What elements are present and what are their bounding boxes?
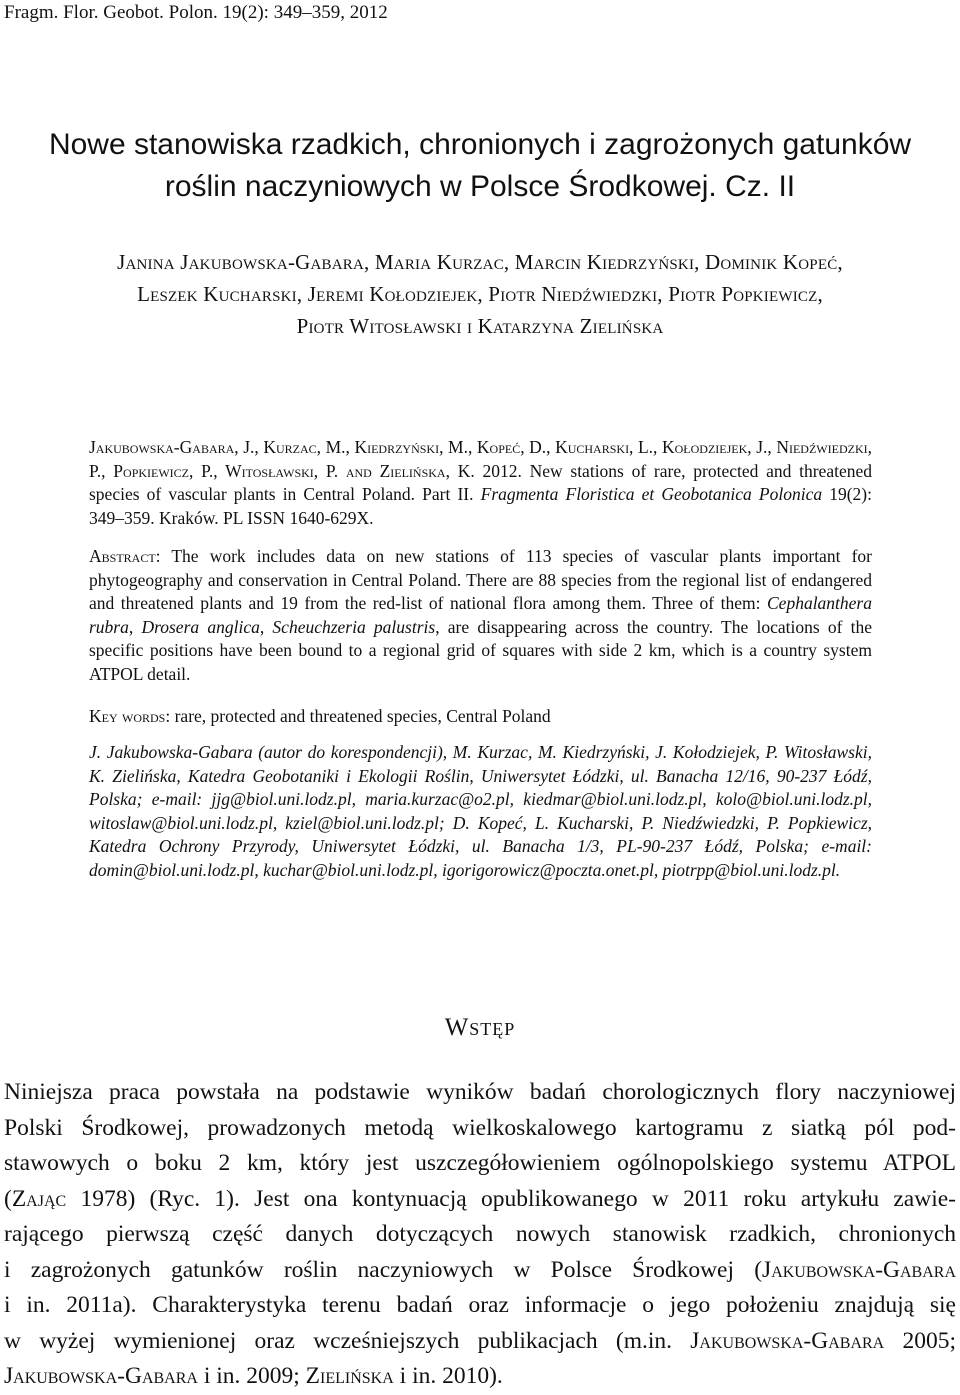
citation-year: 2012. (482, 460, 522, 481)
intro-line: stawowych o boku 2 km, który jest uszczegółowieniem ogólnopolskiego systemu ATPOL (4, 1150, 956, 1176)
citation-title: New stations of rare, protected and threatened species of vascular plants in Central Poland. Part II. (89, 460, 872, 504)
cited-author: Jakubowska-Gabara (762, 1256, 956, 1283)
abstract (89, 545, 872, 686)
author-list (0, 246, 960, 342)
citation-volume: 19(2): 349–359. Kraków. PL ISSN 1640-629X. (89, 484, 873, 528)
abstract-separator: , (259, 616, 273, 637)
title-line-1: Nowe stanowiska rzadkich, chronionych i zagrożonych gatunków (48, 128, 912, 161)
intro-text: i in. 2010). (393, 1363, 503, 1389)
abstract-text-1: : The work includes data on new stations of 113 species of vascular plants important for phytogeography and conservation in Central Poland. There are 88 species from the regional list of endangered and threatened plants and 19 from the red-list of national flora among them. Three of them: (89, 546, 872, 613)
author-addresses: J. Jakubowska-Gabara (autor do korespondencji), M. Kurzac, M. Kiedrzyński, J. Kołodziejek, P. Witosławski, K. Zielińska, Katedra Geobotaniki i Ekologii Roślin, Uniwersytet Łódzki, ul. Banacha 12/16, 90-237 Łódź, Polska; e-mail: jjg@biol.uni.lodz.pl, maria.kurzac@o2.pl, kiedmar@biol.uni.lodz.pl, kolo@biol.uni.lodz.pl, witoslaw@biol.uni.lodz.pl, kziel@biol.uni.lodz.pl; D. Kopeć, L. Kucharski, P. Niedźwiedzki, P. Popkiewicz, Katedra Ochrony Przyrody, Uniwersytet Łódzki, ul. Banacha 1/3, PL-90-237 Łódź, Polska; e-mail: domin@biol.uni.lodz.pl, kuchar@biol.uni.lodz.pl, igorigorowicz@poczta.onet.pl, piotrpp@biol.uni.lodz.pl. (89, 742, 872, 880)
intro-line: rającego pierwszą część danych dotyczących nowych stanowisk rzadkich, chronionych (4, 1221, 956, 1247)
intro-line: Niniejsza praca powstała na podstawie wyników badań chorologicznych flory naczyniowej (4, 1079, 956, 1105)
authors-line-3: Piotr Witosławski i Katarzyna Zielińska (296, 314, 664, 338)
abstract-separator: , (128, 616, 142, 637)
cited-author: Zając (11, 1185, 67, 1212)
intro-text: w wyżej wymienionej oraz wcześniejszych publikacjach (m.in. (4, 1327, 691, 1354)
intro-line (4, 1253, 956, 1289)
authors-line-2: Leszek Kucharski, Jeremi Kołodziejek, Piotr Niedźwiedzki, Piotr Popkiewicz, (137, 282, 823, 306)
introduction-paragraph (4, 1075, 956, 1395)
citation-journal: Fragmenta Floristica et Geobotanica Polonica (480, 484, 823, 504)
abstract-label: Abstract (89, 546, 156, 566)
cited-author: Jakubowska-Gabara (4, 1363, 198, 1389)
citation-block (89, 436, 872, 530)
species-name: Scheuchzeria palustris (272, 616, 436, 637)
title-line-2: roślin naczyniowych w Polsce Środkowej. Cz. II (164, 170, 796, 203)
intro-line (4, 1182, 956, 1218)
intro-text: ( (4, 1185, 12, 1212)
keywords-label: Key words (89, 706, 166, 726)
section-heading-introduction: Wstęp (444, 1014, 516, 1041)
intro-line (4, 1324, 956, 1360)
intro-text: i in. 2009; (197, 1363, 306, 1389)
intro-text: 2005; (884, 1327, 957, 1354)
intro-line (4, 1359, 956, 1395)
intro-text: i zagrożonych gatunków roślin naczyniowych w Polsce Środkowej ( (4, 1256, 763, 1283)
intro-text: 1978) (Ryc. 1). Jest ona kontynuacją opublikowanego w 2011 roku artykułu zawie- (66, 1185, 956, 1212)
species-name: Cephalanthera rubra (89, 593, 872, 637)
keywords (89, 705, 872, 729)
article-title (0, 124, 960, 208)
intro-line: i in. 2011a). Charakterystyka terenu badań oraz informacje o jego położeniu znajdują się (4, 1292, 956, 1318)
species-name: Drosera anglica (141, 616, 260, 637)
authors-line-1: Janina Jakubowska-Gabara, Maria Kurzac, Marcin Kiedrzyński, Dominik Kopeć, (117, 250, 843, 274)
cited-author: Jakubowska-Gabara (690, 1327, 885, 1354)
citation-authors: Jakubowska-Gabara, J., Kurzac, M., Kiedrzyński, M., Kopeć, D., Kucharski, L., Kołodziejek, J., Niedźwiedzki, P., Popkiewicz, P., Witosławski, P. and Zielińska, K. (89, 437, 872, 481)
keywords-text: : rare, protected and threatened species, Central Poland (165, 706, 551, 726)
intro-line: Polski Środkowej, prowadzonych metodą wielkoskalowego kartogramu z siatką pól pod- (4, 1114, 956, 1141)
journal-reference: Fragm. Flor. Geobot. Polon. 19(2): 349–359, 2012 (4, 2, 388, 23)
cited-author: Zielińska (305, 1363, 394, 1389)
abstract-text-2: , are disappearing across the country. The locations of the specific positions have been bound to a regional grid of squares with side 2 km, which is a country system ATPOL detail. (89, 616, 872, 684)
